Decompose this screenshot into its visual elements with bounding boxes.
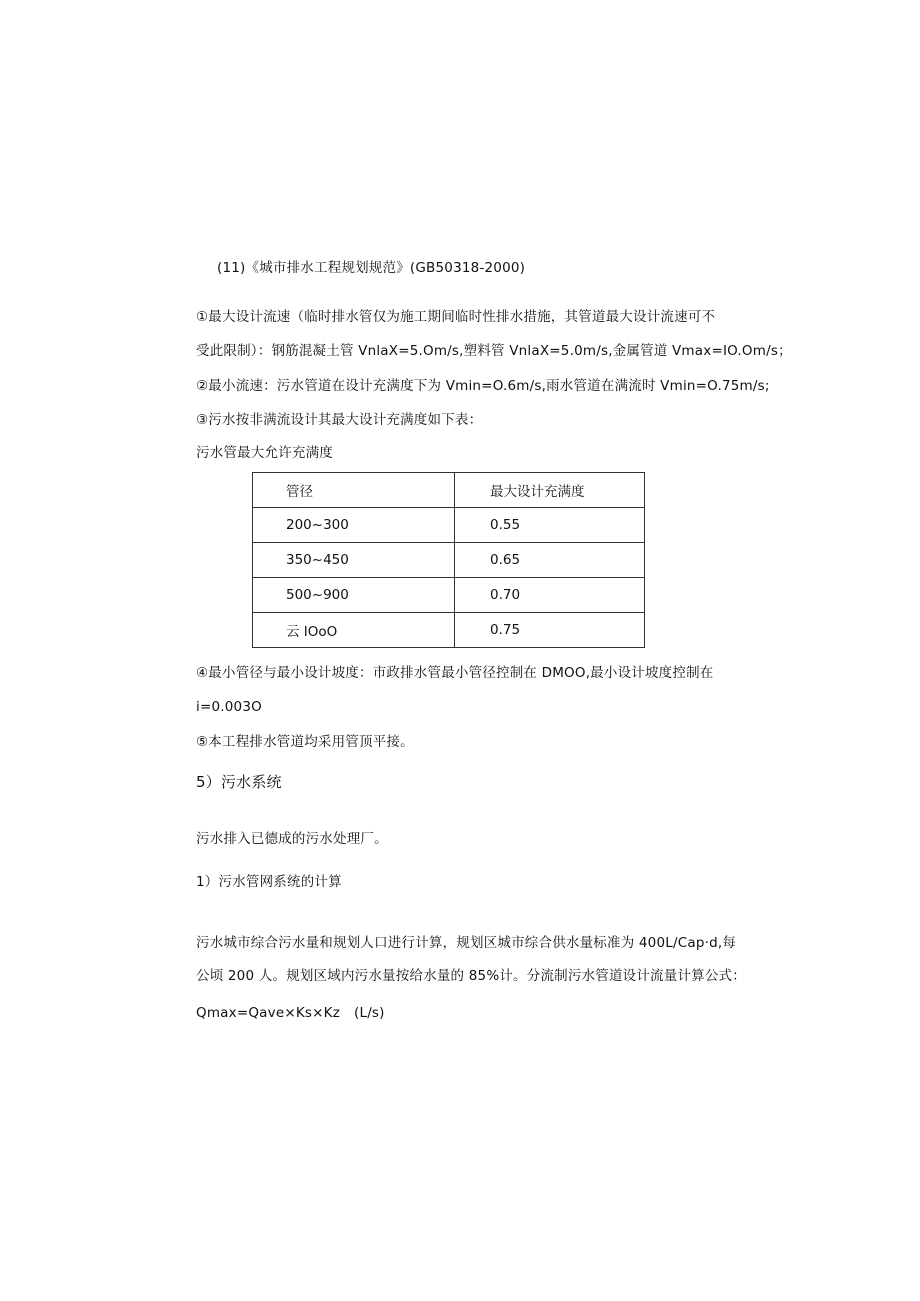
calc-line2: 公顷 200 人。规划区域内污水量按给水量的 85%计。分流制污水管道设计流量计算公式： — [196, 968, 746, 984]
max-fill-ratio-table — [252, 472, 645, 648]
table-header-row — [253, 473, 645, 508]
section-heading: 5）污水系统 — [196, 773, 282, 791]
table-row — [253, 508, 645, 543]
table-row — [253, 578, 645, 613]
formula: Qmax=Qave×Ks×Kz — [196, 1005, 340, 1021]
table-header-cell: 管径 — [253, 473, 455, 508]
table-cell-fill: 0.65 — [455, 543, 645, 578]
table-cell-fill: 0.75 — [455, 613, 645, 648]
sewage-paragraph: 污水排入已德成的污水处理厂。 — [196, 831, 388, 847]
item4-line1: ④最小管径与最小设计坡度：市政排水管最小管径控制在 DMOO,最小设计坡度控制在 — [196, 665, 714, 681]
reference-title: (11)《城市排水工程规划规范》(GB50318-2000) — [217, 260, 526, 276]
item5-pipe-joint: ⑤本工程排水管道均采用管顶平接。 — [196, 734, 414, 750]
table-cell-fill: 0.70 — [455, 578, 645, 613]
table-cell-diameter: 500~900 — [253, 578, 455, 613]
table-cell-fill: 0.55 — [455, 508, 645, 543]
calc-line1: 污水城市综合污水量和规划人口进行计算，规划区城市综合供水量标准为 400L∕Cap·d,每 — [196, 935, 737, 951]
item3-fill-ratio: ③污水按非满流设计其最大设计充满度如下表： — [196, 412, 483, 428]
item2-min-velocity: ②最小流速：污水管道在设计充满度下为 Vmin=O.6m∕s,雨水管道在满流时 Vmin=O.75m∕s; — [196, 378, 770, 394]
table-row — [253, 613, 645, 648]
table-header-cell: 最大设计充满度 — [455, 473, 645, 508]
table-caption: 污水管最大允许充满度 — [196, 445, 333, 461]
table-row — [253, 543, 645, 578]
formula-unit: (L∕s) — [354, 1005, 385, 1021]
item1-line1: ①最大设计流速（临时排水管仅为施工期间临时性排水措施，其管道最大设计流速可不 — [196, 309, 716, 325]
item4-line2: i=0.003O — [196, 699, 262, 715]
sub-heading: 1）污水管网系统的计算 — [196, 874, 342, 890]
table-cell-diameter: 云 IOoO — [253, 613, 455, 648]
item1-line2: 受此限制）：钢筋混凝土管 VnlaX=5.Om∕s,塑料管 VnlaX=5.0m∕s,金属管道 Vmax=IO.Om/s； — [196, 343, 792, 359]
table-cell-diameter: 350~450 — [253, 543, 455, 578]
table-cell-diameter: 200~300 — [253, 508, 455, 543]
